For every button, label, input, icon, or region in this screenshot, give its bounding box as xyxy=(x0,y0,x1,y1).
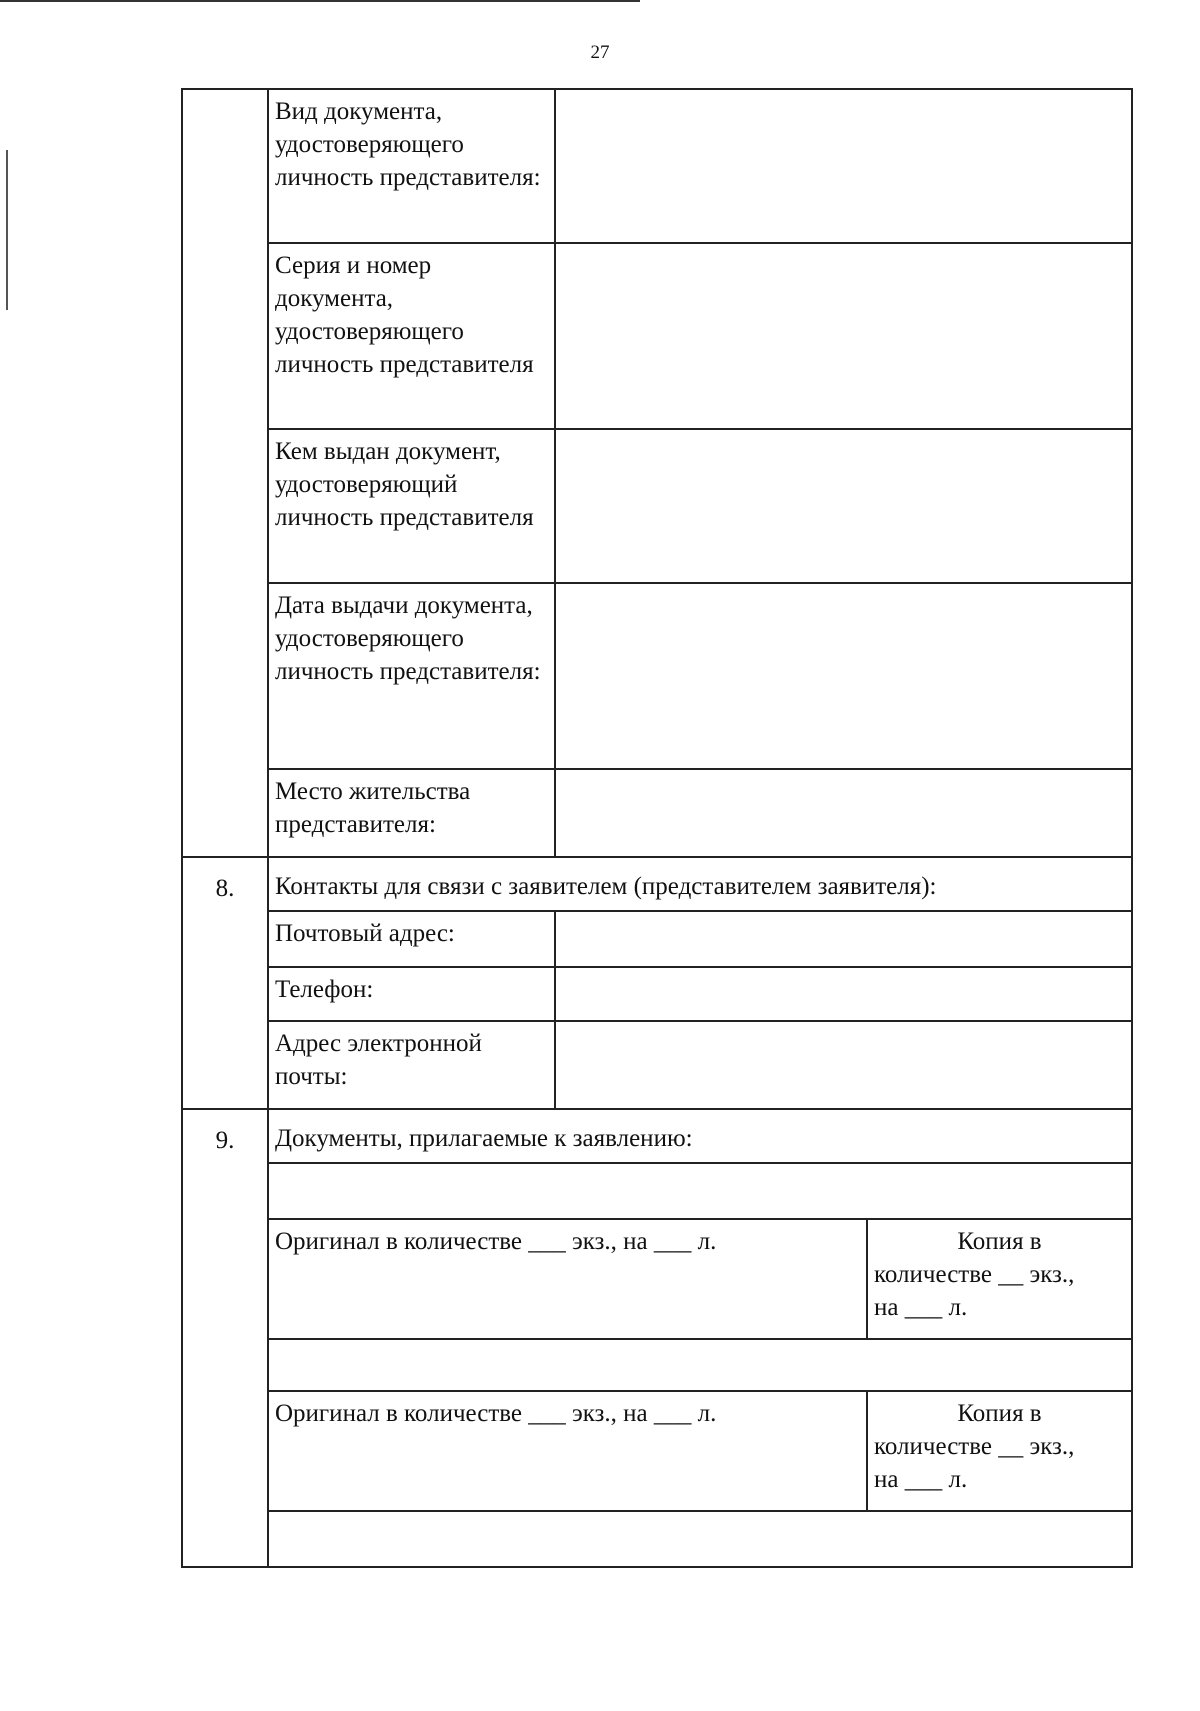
document-count-row xyxy=(182,1391,1132,1511)
document-name-row xyxy=(182,1163,1132,1219)
copy-count-line: на ___ л. xyxy=(874,1294,968,1321)
copy-count-line: Копия в xyxy=(957,1228,1042,1255)
form-row xyxy=(182,89,1132,243)
rep-doc-type-label: Вид документа, удостоверяющего личность представителя: xyxy=(268,89,555,243)
document-count-row xyxy=(182,1219,1132,1339)
section-8-header-row xyxy=(182,857,1132,911)
rep-doc-date-label: Дата выдачи документа, удостоверяющего личность представителя: xyxy=(268,583,555,769)
phone-field[interactable] xyxy=(555,967,1132,1021)
form-row xyxy=(182,583,1132,769)
copy-count-field[interactable] xyxy=(867,1219,1132,1339)
original-count-field[interactable]: Оригинал в количестве ___ экз., на ___ л. xyxy=(268,1219,867,1339)
email-field[interactable] xyxy=(555,1021,1132,1109)
form-row xyxy=(182,911,1132,967)
row-number-cell xyxy=(182,89,268,857)
original-count-field[interactable]: Оригинал в количестве ___ экз., на ___ л. xyxy=(268,1391,867,1511)
application-form-table xyxy=(181,88,1133,1568)
rep-doc-series-field[interactable] xyxy=(555,243,1132,429)
postal-address-field[interactable] xyxy=(555,911,1132,967)
phone-label: Телефон: xyxy=(268,967,555,1021)
rep-residence-field[interactable] xyxy=(555,769,1132,857)
document-name-field[interactable] xyxy=(268,1511,1132,1567)
section-8-number: 8. xyxy=(182,857,268,1109)
document-name-row xyxy=(182,1339,1132,1391)
form-row xyxy=(182,243,1132,429)
copy-count-line: количестве __ экз., xyxy=(874,1433,1075,1460)
email-label: Адрес электронной почты: xyxy=(268,1021,555,1109)
section-9-header-row xyxy=(182,1109,1132,1163)
page-number: 27 xyxy=(590,42,610,63)
postal-address-label: Почтовый адрес: xyxy=(268,911,555,967)
copy-count-field[interactable] xyxy=(867,1391,1132,1511)
form-row xyxy=(182,429,1132,583)
scan-edge-line xyxy=(0,0,640,2)
rep-doc-type-field[interactable] xyxy=(555,89,1132,243)
rep-doc-issuer-label: Кем выдан документ, удостоверяющий личность представителя xyxy=(268,429,555,583)
copy-count-line: количестве __ экз., xyxy=(874,1261,1075,1288)
form-row xyxy=(182,769,1132,857)
form-row xyxy=(182,967,1132,1021)
document-name-field[interactable] xyxy=(268,1339,1132,1391)
copy-count-line: Копия в xyxy=(957,1400,1042,1427)
scan-margin-mark xyxy=(6,150,8,310)
rep-residence-label: Место жительства представителя: xyxy=(268,769,555,857)
section-9-title: Документы, прилагаемые к заявлению: xyxy=(268,1109,1132,1163)
section-8-title: Контакты для связи с заявителем (представителем заявителя): xyxy=(268,857,1132,911)
form-row xyxy=(182,1021,1132,1109)
document-name-field[interactable] xyxy=(268,1163,1132,1219)
rep-doc-series-label: Серия и номер документа, удостоверяющего личность представителя xyxy=(268,243,555,429)
rep-doc-issuer-field[interactable] xyxy=(555,429,1132,583)
rep-doc-date-field[interactable] xyxy=(555,583,1132,769)
section-9-number: 9. xyxy=(182,1109,268,1567)
document-name-row xyxy=(182,1511,1132,1567)
copy-count-line: на ___ л. xyxy=(874,1466,968,1493)
